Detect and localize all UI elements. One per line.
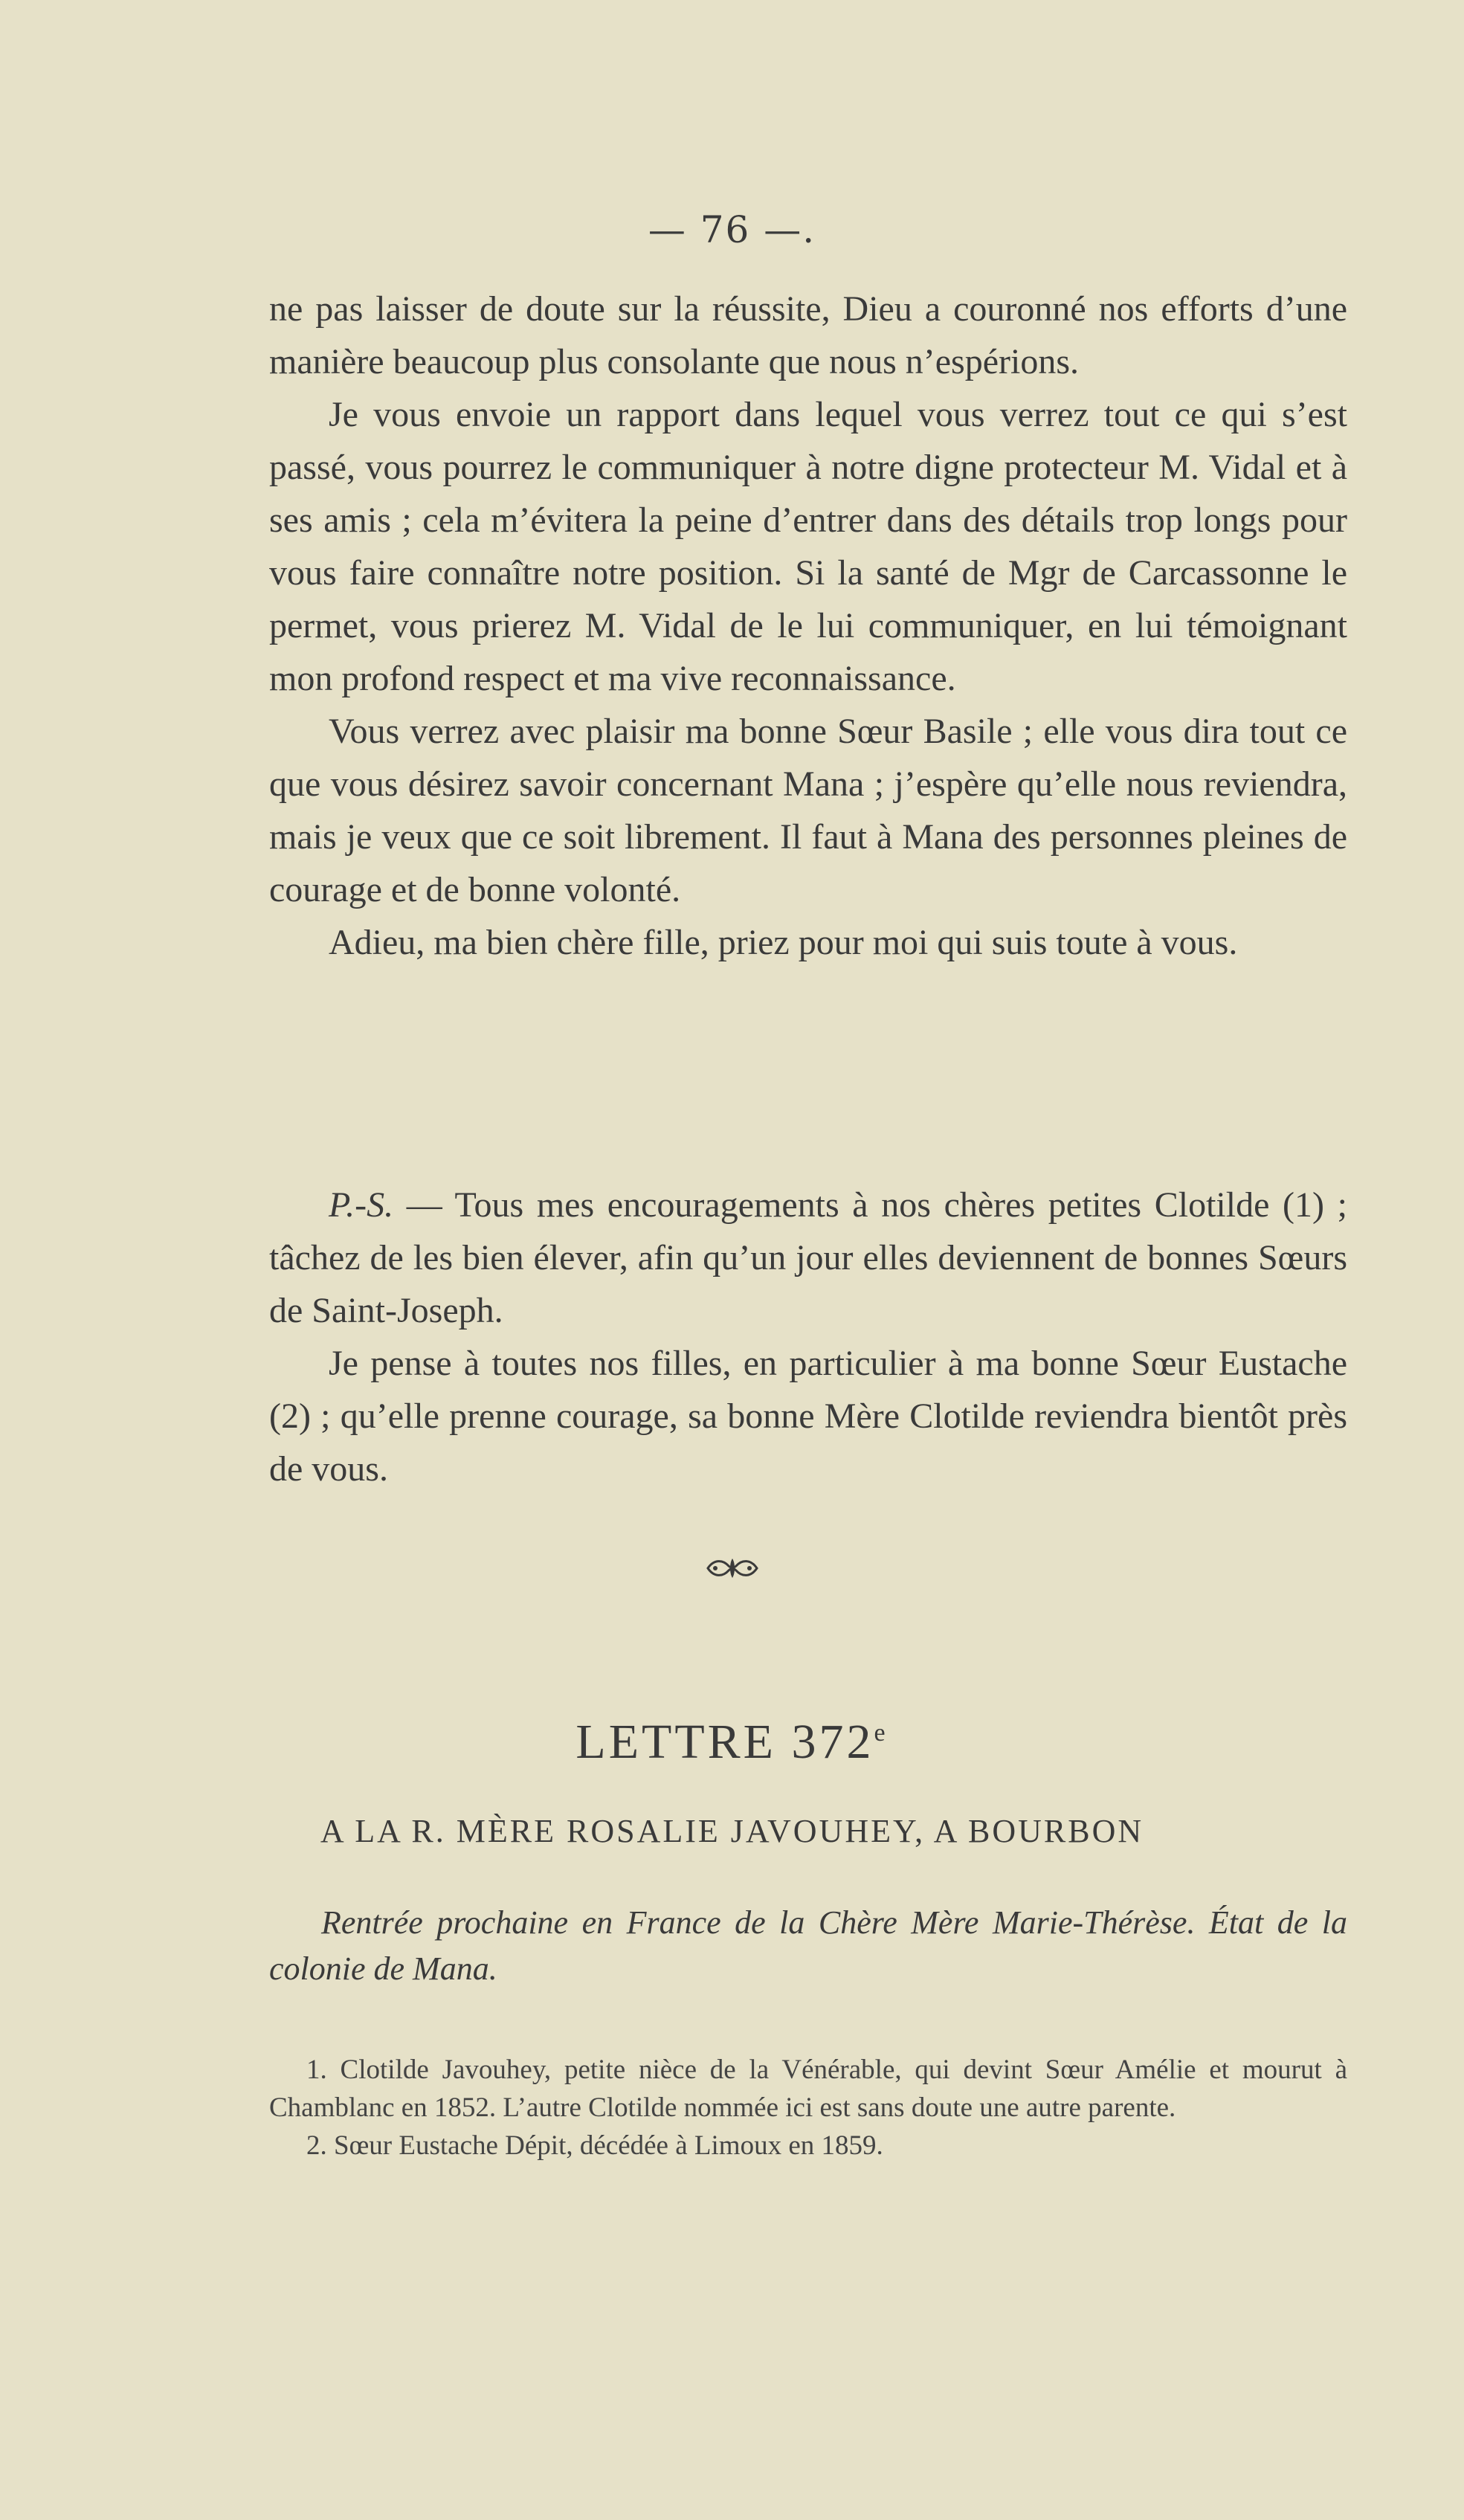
footnote-2: 2. Sœur Eustache Dépit, décédée à Limoux en 1859. xyxy=(306,2130,883,2161)
postscript-text: — Tous mes encouragements à nos chères petites Clotilde (1) ; tâchez de les bien élever, afin qu’un jour elles deviennent de bonnes Sœurs de Saint-Joseph. xyxy=(269,1185,1347,1330)
paragraph-2: Je vous envoie un rapport dans lequel vous verrez tout ce qui s’est passé, vous pourrez le communiquer à notre digne protecteur M. Vidal et à ses amis ; cela m’évitera la peine d’entrer dans des détails trop longs pour vous faire connaître notre position. Si la santé de Mgr de Carcassonne le permet, vous prierez M. Vidal de le lui communiquer, en lui témoignant mon profond respect et ma vive reconnaissance. xyxy=(269,395,1347,698)
postscript-label: P.-S. xyxy=(329,1185,394,1225)
letter-title-superscript: e xyxy=(874,1719,889,1747)
paragraph-1: ne pas laisser de doute sur la réussite, Dieu a couronné nos efforts d’une manière beaucoup plus consolante que nous n’espérions. xyxy=(269,289,1347,381)
footnotes xyxy=(269,2051,1347,2165)
page-number: — 76 —. xyxy=(648,208,816,251)
ornament xyxy=(0,1556,1464,1584)
paragraph-4: Adieu, ma bien chère fille, priez pour moi qui suis toute à vous. xyxy=(329,923,1238,962)
paragraph-3: Vous verrez avec plaisir ma bonne Sœur Basile ; elle vous dira tout ce que vous désirez savoir concernant Mana ; j’espère qu’elle nous reviendra, mais je veux que ce soit librement. Il faut à Mana des personnes pleines de courage et de bonne volonté. xyxy=(269,712,1347,909)
letter-body xyxy=(269,283,1347,969)
postscript xyxy=(269,1179,1347,1495)
fleuron-ornament-icon xyxy=(706,1556,758,1581)
letter-title xyxy=(0,1714,1464,1770)
letter-title-text: LETTRE 372 xyxy=(575,1715,874,1769)
footnote-1: 1. Clotilde Javouhey, petite nièce de la Vénérable, qui devint Sœur Amélie et mourut à Chamblanc en 1852. L’autre Clotilde nommée ici est sans doute une autre parente. xyxy=(269,2055,1347,2123)
letter-summary: Rentrée prochaine en France de la Chère Mère Marie-Thérèse. État de la colonie de Mana. xyxy=(269,1904,1347,1987)
postscript-paragraph xyxy=(269,1179,1347,1337)
letter-recipient: A LA R. MÈRE ROSALIE JAVOUHEY, A BOURBON xyxy=(320,1813,1144,1849)
postscript-second-paragraph: Je pense à toutes nos filles, en particulier à ma bonne Sœur Eustache (2) ; qu’elle prenne courage, sa bonne Mère Clotilde reviendra bientôt près de vous. xyxy=(269,1344,1347,1489)
